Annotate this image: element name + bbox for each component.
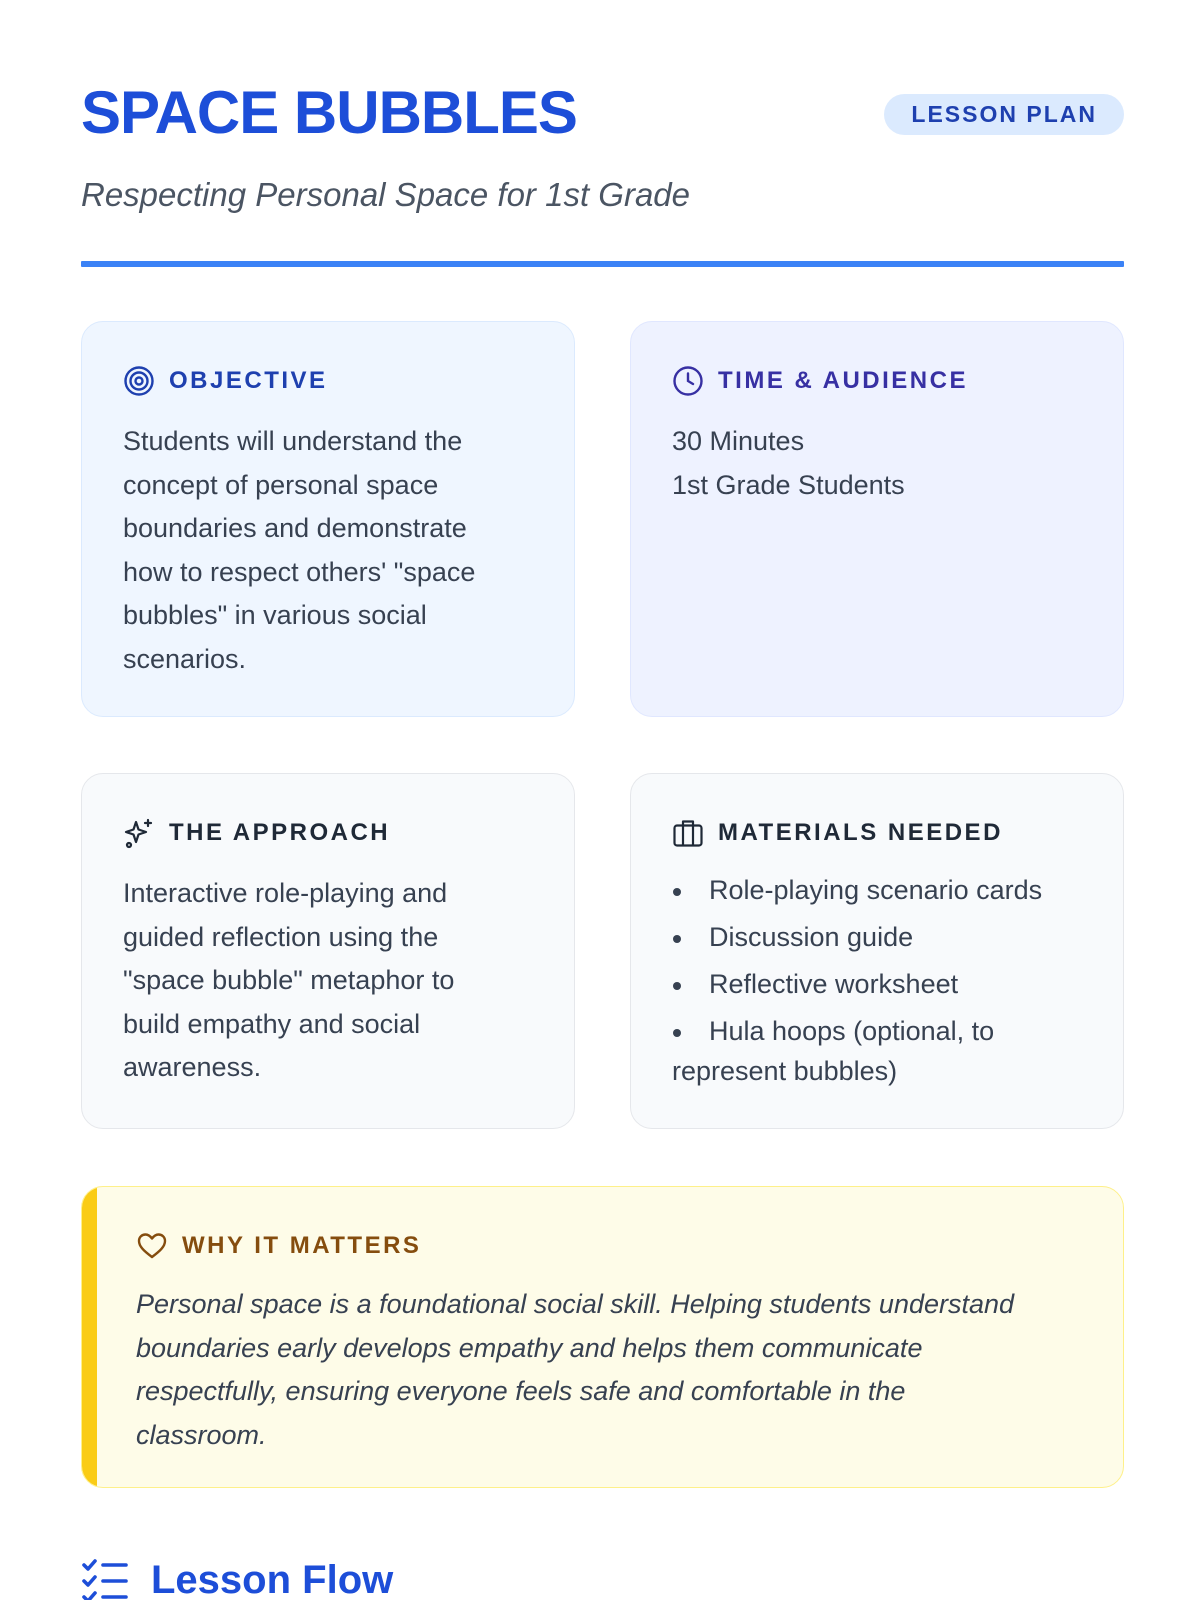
objective-line: boundaries and demonstrate <box>123 513 467 543</box>
list-item: Discussion guide <box>672 917 1093 957</box>
callout-line: Personal space is a foundational social skill. Helping students understand <box>136 1289 1015 1319</box>
callout-line: classroom. <box>136 1419 267 1450</box>
materials-heading <box>672 816 1003 850</box>
why-it-matters-callout <box>81 1186 1124 1488</box>
objective-line: Students will understand the <box>123 426 463 456</box>
list-item: Role-playing scenario cards <box>672 870 1093 910</box>
objective-text <box>123 420 540 681</box>
materials-list <box>672 870 1093 1098</box>
clock-icon <box>672 365 704 397</box>
objective-line: scenarios. <box>123 643 247 674</box>
page-subtitle: Respecting Personal Space for 1st Grade <box>81 176 691 213</box>
callout-line: boundaries early develops empathy and helps them communicate <box>136 1332 923 1363</box>
approach-line: awareness. <box>123 1052 262 1082</box>
objective-card <box>81 321 575 717</box>
callout-heading <box>136 1229 421 1263</box>
approach-line: build empathy and social <box>123 1008 421 1039</box>
approach-line: guided reflection using the <box>123 921 439 952</box>
list-item: Hula hoops (optional, to represent bubbles) <box>672 1011 1093 1091</box>
time-audience-heading <box>672 364 968 398</box>
approach-line: "space bubble" metaphor to <box>123 965 455 995</box>
heart-icon <box>136 1230 168 1262</box>
approach-label: THE APPROACH <box>169 819 391 846</box>
target-icon <box>123 365 155 397</box>
time-audience-card <box>630 321 1124 717</box>
list-item: Reflective worksheet <box>672 964 1093 1004</box>
objective-line: how to respect others' "space <box>123 556 476 587</box>
approach-card <box>81 773 575 1129</box>
header-divider <box>81 261 1124 267</box>
list-check-icon <box>81 1558 129 1600</box>
callout-label: WHY IT MATTERS <box>182 1232 422 1259</box>
callout-accent-bar <box>82 1187 97 1487</box>
approach-heading <box>123 816 390 850</box>
approach-line: Interactive role-playing and <box>123 878 448 908</box>
objective-heading <box>123 364 328 398</box>
lesson-flow-heading <box>81 1555 393 1600</box>
duration-text: 30 Minutes <box>672 426 805 456</box>
audience-text: 1st Grade Students <box>672 469 905 500</box>
materials-card <box>630 773 1124 1129</box>
time-audience-text <box>672 420 1089 507</box>
objective-line: bubbles" in various social <box>123 600 427 630</box>
callout-line: respectfully, ensuring everyone feels safe and comfortable in the <box>136 1376 906 1406</box>
page-title: SPACE BUBBLES <box>81 79 577 146</box>
callout-text <box>136 1283 1083 1457</box>
lesson-flow-title: Lesson Flow <box>151 1557 394 1600</box>
objective-label: OBJECTIVE <box>169 367 328 394</box>
materials-label: MATERIALS NEEDED <box>718 819 1003 846</box>
page-header <box>81 79 1124 146</box>
objective-line: concept of personal space <box>123 469 439 500</box>
approach-text <box>123 872 540 1090</box>
sparkles-icon <box>123 817 155 849</box>
time-audience-label: TIME & AUDIENCE <box>718 367 968 394</box>
briefcase-icon <box>672 817 704 849</box>
lesson-plan-badge: LESSON PLAN <box>884 94 1124 135</box>
